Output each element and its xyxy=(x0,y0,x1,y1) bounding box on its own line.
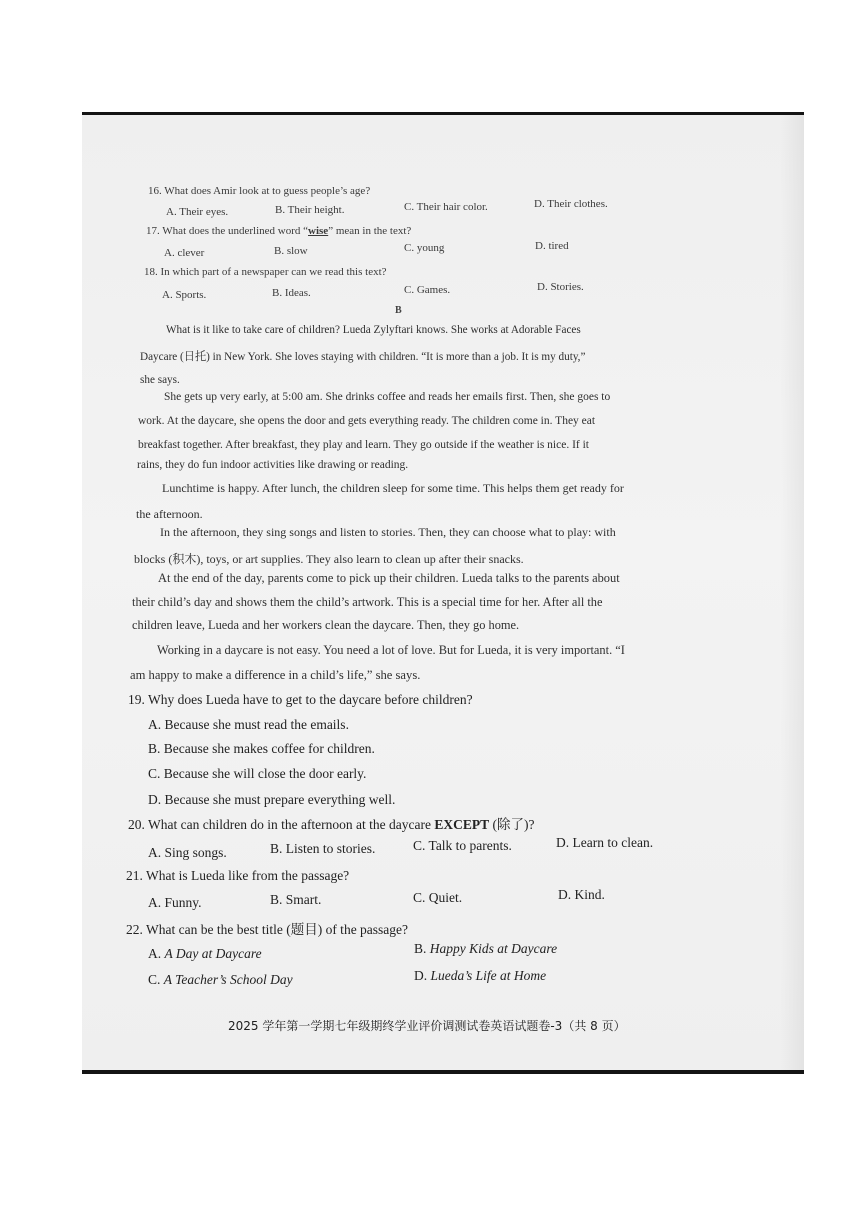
question-22-option-c xyxy=(148,972,293,988)
passage-line: children leave, Lueda and her workers clean the daycare. Then, they go home. xyxy=(132,618,520,632)
question-21-stem: 21. What is Lueda like from the passage? xyxy=(126,868,350,883)
question-17-option-c: C. young xyxy=(404,242,445,254)
question-17-stem-after: ” mean in the text? xyxy=(328,225,412,237)
question-22-stem: 22. What can be the best title (题目) of the passage? xyxy=(126,922,409,937)
question-17-option-d: D. tired xyxy=(535,240,569,252)
question-20-option-c: C. Talk to parents. xyxy=(413,838,512,853)
question-22-option-b-letter: B. xyxy=(414,941,430,956)
passage-line: breakfast together. After breakfast, they play and learn. They go outside if the weather is nice. If it xyxy=(138,439,589,451)
question-22-option-b xyxy=(414,941,557,957)
question-18-option-d: D. Stories. xyxy=(537,281,584,293)
question-19-option-b: B. Because she makes coffee for children. xyxy=(148,741,375,756)
question-22-option-d-text: Lueda’s Life at Home xyxy=(430,968,547,983)
question-18-option-c: C. Games. xyxy=(404,284,451,296)
question-16-option-b: B. Their height. xyxy=(275,204,345,216)
question-21-option-c: C. Quiet. xyxy=(413,890,463,905)
question-22-option-c-text: A Teacher’s School Day xyxy=(163,972,293,987)
question-17-stem-before: 17. What does the underlined word “ xyxy=(146,225,309,237)
passage-line: work. At the daycare, she opens the door and gets everything ready. The children come in. They eat xyxy=(138,415,596,427)
section-label: B xyxy=(395,305,402,316)
question-21-option-d: D. Kind. xyxy=(558,887,605,902)
question-22-option-c-letter: C. xyxy=(148,972,164,987)
passage-line: What is it like to take care of children? Lueda Zylyftari knows. She works at Adorable Faces xyxy=(166,324,581,336)
question-16-option-c: C. Their hair color. xyxy=(404,201,488,213)
question-22-option-b-text: Happy Kids at Daycare xyxy=(429,941,558,956)
question-16-option-d: D. Their clothes. xyxy=(534,198,608,210)
passage-line: At the end of the day, parents come to pick up their children. Lueda talks to the parents about xyxy=(158,571,620,585)
passage-line: am happy to make a difference in a child’s life,” she says. xyxy=(130,668,421,682)
question-22-option-d-letter: D. xyxy=(414,968,431,983)
page-footer: 2025 学年第一学期七年级期终学业评价调测试卷英语试题卷-3（共 8 页） xyxy=(228,1019,626,1033)
passage-line: the afternoon. xyxy=(136,507,203,521)
question-19-option-a: A. Because she must read the emails. xyxy=(148,717,349,732)
question-18-option-a: A. Sports. xyxy=(162,289,207,301)
question-21-option-a: A. Funny. xyxy=(148,895,202,910)
question-16-stem: 16. What does Amir look at to guess people’s age? xyxy=(148,185,371,197)
question-20-option-d: D. Learn to clean. xyxy=(556,835,654,850)
question-20-stem xyxy=(128,813,535,833)
question-17-option-a: A. clever xyxy=(164,247,205,259)
question-16-option-a: A. Their eyes. xyxy=(166,206,229,218)
question-22-option-a-letter: A. xyxy=(148,946,165,961)
question-21-option-b: B. Smart. xyxy=(270,892,322,907)
question-20-stem-before: 20. What can children do in the afternoon at the daycare xyxy=(128,817,435,832)
question-17-underlined-word: wise xyxy=(308,225,329,237)
question-17-stem xyxy=(146,225,411,237)
question-22-option-a xyxy=(148,946,262,962)
question-19-option-d: D. Because she must prepare everything well. xyxy=(148,792,396,807)
passage-line: Daycare (日托) in New York. She loves staying with children. “It is more than a job. It is my duty,” xyxy=(140,351,586,363)
passage-line: their child’s day and shows them the child’s artwork. This is a special time for her. After all the xyxy=(132,595,603,609)
question-19-option-c: C. Because she will close the door early. xyxy=(148,766,367,781)
question-17-option-b: B. slow xyxy=(274,245,308,257)
passage-line: She gets up very early, at 5:00 am. She drinks coffee and reads her emails first. Then, she goes to xyxy=(164,391,611,403)
question-22-option-d xyxy=(414,968,546,984)
question-18-stem: 18. In which part of a newspaper can we read this text? xyxy=(144,266,387,278)
question-20-option-b: B. Listen to stories. xyxy=(270,841,376,856)
question-20-stem-after: (除了)? xyxy=(489,817,535,832)
question-20-except-word: EXCEPT xyxy=(434,817,490,832)
passage-line: rains, they do fun indoor activities like drawing or reading. xyxy=(137,459,409,471)
question-22-option-a-text: A Day at Daycare xyxy=(164,946,262,961)
passage-line: blocks (积木), toys, or art supplies. They also learn to clean up after their snacks. xyxy=(134,552,524,566)
paper-shadow xyxy=(780,115,804,1070)
exam-page xyxy=(82,112,804,1074)
passage-line: Working in a daycare is not easy. You need a lot of love. But for Lueda, it is very important. “I xyxy=(157,643,625,657)
passage-line: Lunchtime is happy. After lunch, the children sleep for some time. This helps them get ready for xyxy=(162,481,624,495)
question-20-option-a: A. Sing songs. xyxy=(148,845,227,860)
question-18-option-b: B. Ideas. xyxy=(272,287,311,299)
question-19-stem: 19. Why does Lueda have to get to the daycare before children? xyxy=(128,692,473,707)
passage-line: she says. xyxy=(140,374,180,386)
passage-line: In the afternoon, they sing songs and listen to stories. Then, they can choose what to play: with xyxy=(160,525,616,539)
